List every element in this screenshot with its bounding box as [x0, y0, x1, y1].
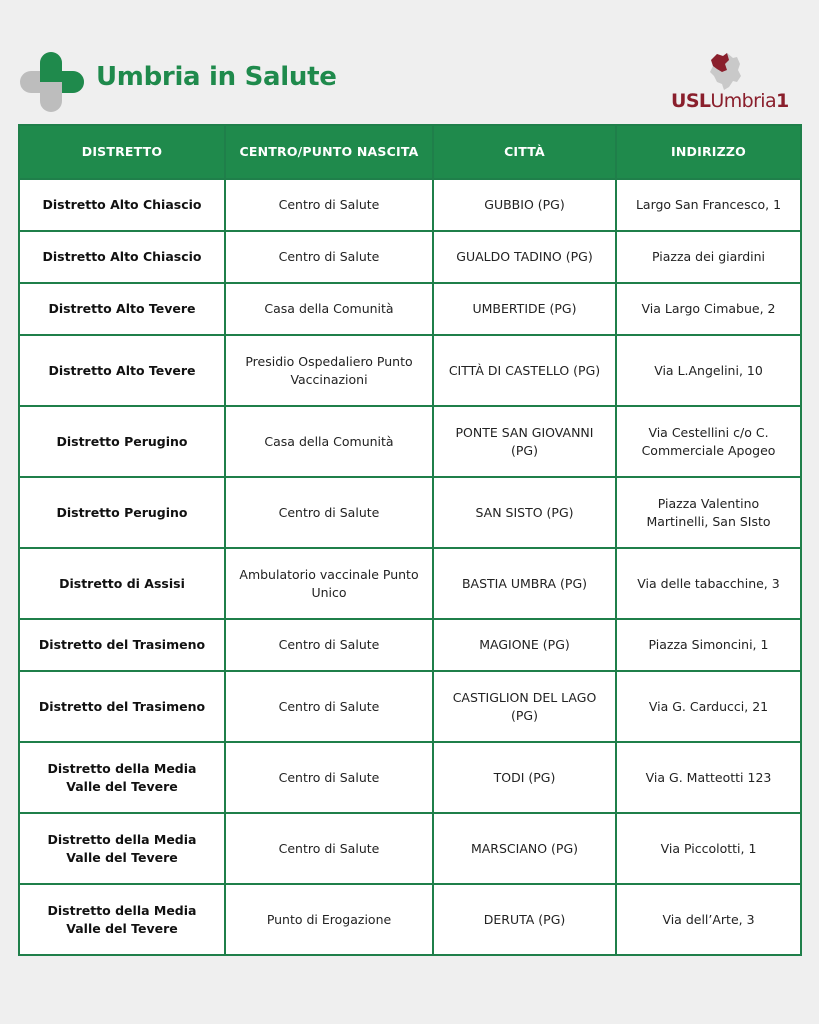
cell-distretto: Distretto della Media Valle del Tevere	[19, 884, 225, 955]
cell-indirizzo: Piazza dei giardini	[616, 231, 801, 283]
cell-indirizzo: Via Piccolotti, 1	[616, 813, 801, 884]
table-row	[19, 231, 801, 283]
cell-citta: DERUTA (PG)	[433, 884, 616, 955]
cell-distretto: Distretto del Trasimeno	[19, 671, 225, 742]
table-row	[19, 406, 801, 477]
cell-distretto: Distretto Alto Tevere	[19, 283, 225, 335]
table-row	[19, 742, 801, 813]
cell-citta: MAGIONE (PG)	[433, 619, 616, 671]
usl-part3: 1	[776, 90, 789, 112]
column-header-distretto: DISTRETTO	[19, 125, 225, 179]
page-title: Umbria in Salute	[96, 62, 337, 92]
cell-indirizzo: Largo San Francesco, 1	[616, 179, 801, 231]
cell-distretto: Distretto del Trasimeno	[19, 619, 225, 671]
brand-header	[20, 50, 337, 114]
cell-distretto: Distretto Perugino	[19, 477, 225, 548]
cell-centro: Punto di Erogazione	[225, 884, 433, 955]
table-row	[19, 671, 801, 742]
cell-citta: SAN SISTO (PG)	[433, 477, 616, 548]
usl-umbria-logo	[671, 52, 789, 116]
cell-citta: TODI (PG)	[433, 742, 616, 813]
umbria-map-icon	[707, 52, 743, 92]
cell-distretto: Distretto Perugino	[19, 406, 225, 477]
cell-indirizzo: Via G. Carducci, 21	[616, 671, 801, 742]
cell-indirizzo: Via Cestellini c/o C. Commerciale Apogeo	[616, 406, 801, 477]
cell-distretto: Distretto di Assisi	[19, 548, 225, 619]
centers-table	[18, 124, 802, 956]
cell-indirizzo: Via L.Angelini, 10	[616, 335, 801, 406]
usl-part2: Umbria	[710, 90, 777, 112]
cross-icon	[20, 50, 84, 114]
column-header-centro: CENTRO/PUNTO NASCITA	[225, 125, 433, 179]
usl-part1: USL	[671, 90, 711, 112]
table-row	[19, 884, 801, 955]
usl-wordmark	[671, 90, 789, 112]
cell-distretto: Distretto della Media Valle del Tevere	[19, 813, 225, 884]
cell-citta: PONTE SAN GIOVANNI (PG)	[433, 406, 616, 477]
table-row	[19, 283, 801, 335]
cell-indirizzo: Via Largo Cimabue, 2	[616, 283, 801, 335]
cell-indirizzo: Piazza Simoncini, 1	[616, 619, 801, 671]
cell-indirizzo: Via delle tabacchine, 3	[616, 548, 801, 619]
cell-centro: Centro di Salute	[225, 671, 433, 742]
cell-centro: Centro di Salute	[225, 477, 433, 548]
cell-citta: GUALDO TADINO (PG)	[433, 231, 616, 283]
column-header-indirizzo: INDIRIZZO	[616, 125, 801, 179]
cell-centro: Centro di Salute	[225, 231, 433, 283]
cell-indirizzo: Via G. Matteotti 123	[616, 742, 801, 813]
cell-citta: BASTIA UMBRA (PG)	[433, 548, 616, 619]
cell-citta: CITTÀ DI CASTELLO (PG)	[433, 335, 616, 406]
cell-indirizzo: Piazza Valentino Martinelli, San SIsto	[616, 477, 801, 548]
cell-centro: Centro di Salute	[225, 179, 433, 231]
cell-distretto: Distretto Alto Chiascio	[19, 179, 225, 231]
column-header-citta: CITTÀ	[433, 125, 616, 179]
cell-distretto: Distretto della Media Valle del Tevere	[19, 742, 225, 813]
cell-citta: CASTIGLION DEL LAGO (PG)	[433, 671, 616, 742]
table-row	[19, 179, 801, 231]
table-row	[19, 548, 801, 619]
cell-distretto: Distretto Alto Chiascio	[19, 231, 225, 283]
table-header-row	[19, 125, 801, 179]
cell-centro: Centro di Salute	[225, 742, 433, 813]
vaccination-centers-table	[18, 124, 800, 956]
cell-citta: MARSCIANO (PG)	[433, 813, 616, 884]
cell-centro: Casa della Comunità	[225, 406, 433, 477]
cell-centro: Centro di Salute	[225, 619, 433, 671]
table-row	[19, 335, 801, 406]
table-row	[19, 477, 801, 548]
cell-distretto: Distretto Alto Tevere	[19, 335, 225, 406]
cell-citta: GUBBIO (PG)	[433, 179, 616, 231]
cell-centro: Presidio Ospedaliero Punto Vaccinazioni	[225, 335, 433, 406]
cell-citta: UMBERTIDE (PG)	[433, 283, 616, 335]
cell-indirizzo: Via dell’Arte, 3	[616, 884, 801, 955]
cell-centro: Casa della Comunità	[225, 283, 433, 335]
cell-centro: Ambulatorio vaccinale Punto Unico	[225, 548, 433, 619]
table-row	[19, 813, 801, 884]
table-row	[19, 619, 801, 671]
cell-centro: Centro di Salute	[225, 813, 433, 884]
